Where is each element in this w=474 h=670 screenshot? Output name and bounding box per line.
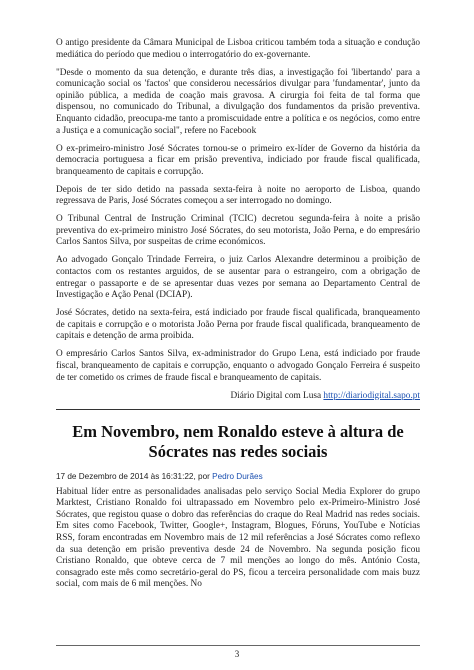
paragraph: O Tribunal Central de Instrução Criminal (TCIC) decretou segunda-feira à noite a prisão preventiva do ex-primeiro ministro José Sócrates, do seu motorista, João Perna, e do empresário Carlos Santos Silva, por suspeitas de crime económicos. <box>56 214 420 248</box>
page-number: 3 <box>234 649 240 659</box>
byline-by: por <box>198 471 210 481</box>
paragraph: O empresário Carlos Santos Silva, ex-administrador do Grupo Lena, está indiciado por fraude fiscal, branqueamento de capitais e corrupção, enquanto o advogado Gonçalo Ferreira é suspeito de ter cometido os crimes de fraude fiscal e branqueamento de capitais. <box>56 349 420 383</box>
headline-line-2: Sócrates nas redes sociais <box>148 441 328 461</box>
paragraph: Depois de ter sido detido na passada sexta-feira à noite no aeroporto de Lisboa, quando regressava de Paris, José Sócrates começou a ser interrogado no domingo. <box>56 184 420 207</box>
headline-line-1: Em Novembro, nem Ronaldo esteve à altura de <box>72 421 404 441</box>
paragraph: O ex-primeiro-ministro José Sócrates tornou-se o primeiro ex-líder de Governo da história da democracia portuguesa a ficar em prisão preventiva, indiciado por fraude fiscal qualificada, branqueamento de capitais e corrupção. <box>56 143 420 177</box>
source-link[interactable]: http://diariodigital.sapo.pt <box>323 390 420 401</box>
paragraph: O antigo presidente da Câmara Municipal de Lisboa criticou também toda a situação e condução mediática do período que mediou o interrogatório do ex-governante. <box>56 38 420 60</box>
article-headline <box>56 422 420 462</box>
source-credit <box>56 391 420 401</box>
paragraph: "Desde o momento da sua detenção, e durante três dias, a investigação foi 'libertando' para a comunicação social os 'factos' que considerou necessários divulgar para 'fundamentar', junto da opinião pública, a medida de coação mais gravosa. A cirurgia foi feita de tal forma que dispensou, no comunicado do Tribunal, a divulgação dos fundamentos da prisão preventiva. Enquanto cidadão, preocupa-me tanto a promiscuidade entre a política e os negócios, como entre a Justiça e a comunicação social", refere no Facebook <box>56 67 420 136</box>
section-divider <box>56 409 420 410</box>
byline <box>56 472 420 481</box>
footer-divider <box>56 645 420 646</box>
source-prefix: Diário Digital com Lusa <box>230 390 322 401</box>
article-date: 17 de Dezembro de 2014 às 16:31:22, <box>56 471 196 481</box>
author-link[interactable]: Pedro Durães <box>212 471 263 481</box>
paragraph: José Sócrates, detido na sexta-feira, está indiciado por fraude fiscal qualificada, branqueamento de capitais e corrupção e o motorista João Perna por fraude fiscal qualificada, branqueamento de capitais e detenção de arma proibida. <box>56 308 420 342</box>
article-content <box>56 38 420 597</box>
article-body: Habitual líder entre as personalidades analisadas pelo serviço Social Media Explorer do grupo Marktest, Cristiano Ronaldo foi ultrapassado em Novembro pelo ex-Primeiro-Ministro José Sócrates, que registou quase o dobro das referências do craque do Real Madrid nas redes sociais. Em sites como Facebook, Twitter, Google+, Instagram, Blogues, Fóruns, YouTube e Notícias RSS, foram encontradas em Novembro mais de 12 mil referências a José Sócrates como reflexo da sua detenção em prisão preventiva desde 24 de Novembro. Na segunda posição ficou Cristiano Ronaldo, que obteve cerca de 7 mil menções ao longo do mês. António Costa, consagrado este mês como secretário-geral do PS, ficou a terceira personalidade com mais buzz social, com mais de 6 mil menções. No <box>56 486 420 590</box>
paragraph: Ao advogado Gonçalo Trindade Ferreira, o juiz Carlos Alexandre determinou a proibição de contactos com os restantes arguidos, de se ausentar para o estrangeiro, com a obrigação de entregar o passaporte e de se apresentar duas vezes por semana ao Departamento Central de Investigação e Ação Penal (DCIAP). <box>56 255 420 301</box>
